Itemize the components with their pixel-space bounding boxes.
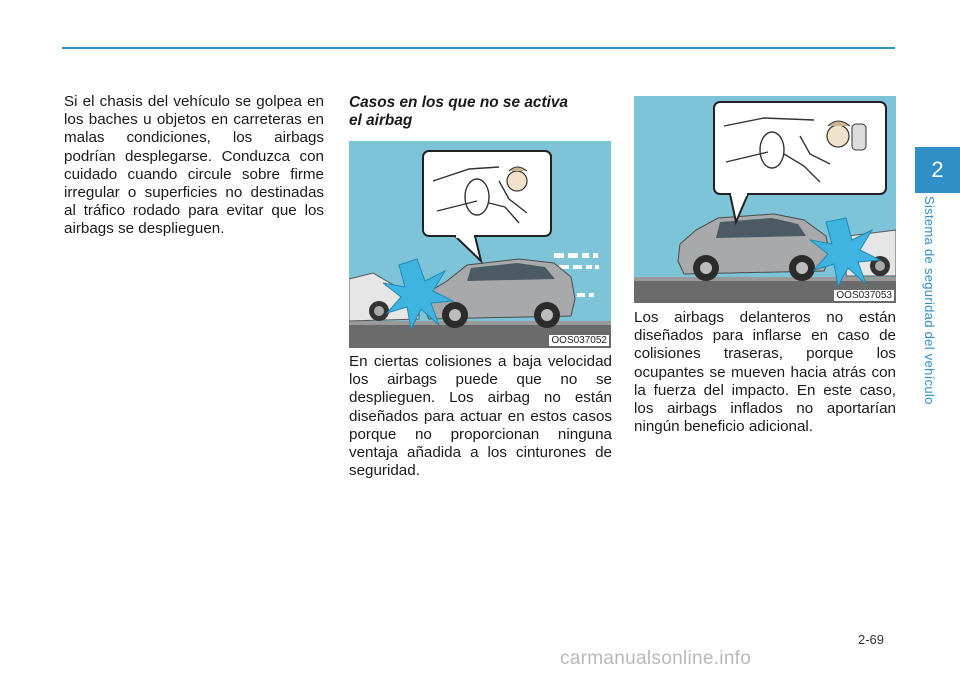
page-number: 2-69	[858, 632, 885, 647]
left-column	[64, 93, 324, 239]
right-column	[634, 309, 896, 436]
illustration-frontal-collision	[349, 141, 611, 348]
chapter-title: Sistema de seguridad del vehículo	[922, 196, 937, 405]
left-paragraph: Si el chasis del vehículo se golpea en los baches u objetos en carreteras en malas condiciones, los airbags podrían desplegarse. Conduzca con cuidado cuando circule sobre firme irregular o superficies no destinadas al tráfico rodado para evitar que los airbags se desplieguen.	[64, 93, 324, 238]
illustration-rear-collision	[634, 96, 896, 303]
section-heading-line1: Casos en los que no se activa	[349, 94, 568, 111]
middle-column	[349, 353, 612, 480]
right-paragraph: Los airbags delanteros no están diseñados para inflarse en caso de colisiones traseras, porque los ocupantes se mueven hacia atrás con la fuerza del impacto. En este caso, los airbags inflados no aportarían ningún beneficio adicional.	[634, 309, 896, 436]
illustration-rear-collision-graphic	[634, 96, 896, 303]
illustration-frontal-collision-graphic	[349, 141, 611, 348]
figure-code: OOS037052	[551, 335, 607, 346]
figure-code: OOS037053	[836, 290, 892, 301]
middle-paragraph: En ciertas colisiones a baja velocidad los airbags puede que no se desplieguen. Los airbag no están diseñados para actuar en estos casos porque no proporcionan ninguna ventaja añadida a los cinturones de seguridad.	[349, 353, 612, 480]
section-heading	[349, 94, 611, 129]
watermark: carmanualsonline.info	[560, 648, 752, 669]
chapter-tab: 2	[915, 147, 960, 193]
section-heading-line2: el airbag	[349, 111, 413, 129]
header-rule	[62, 47, 895, 49]
